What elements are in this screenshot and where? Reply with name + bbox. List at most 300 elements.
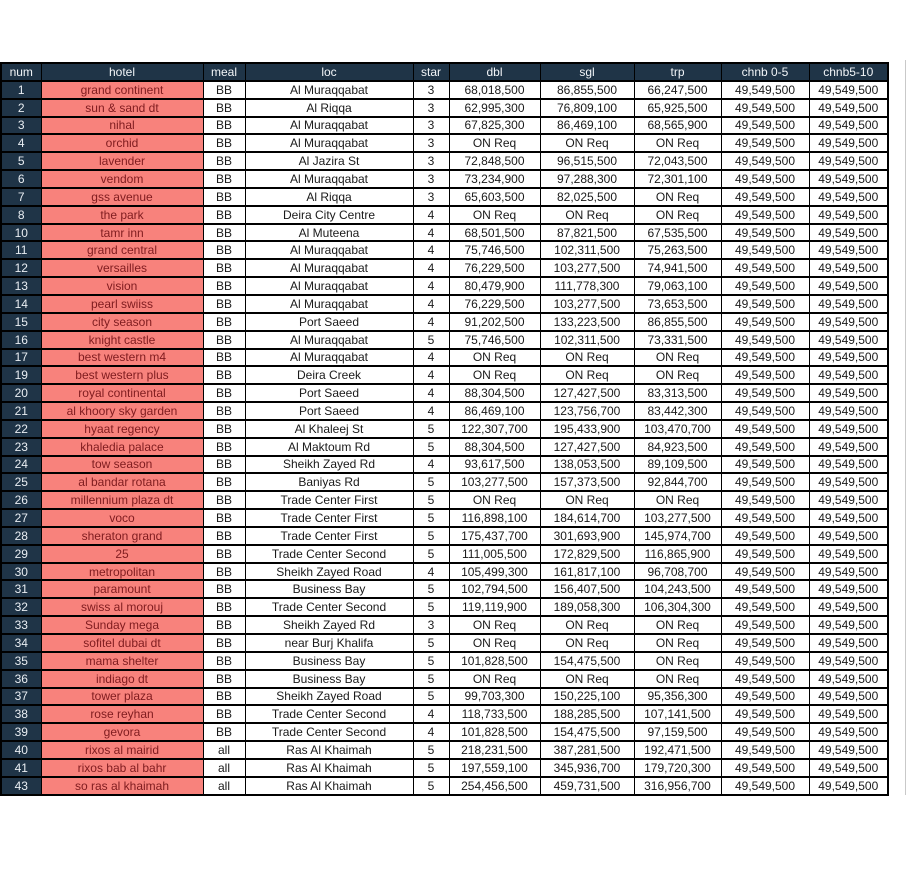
cell-star[interactable]: 5 <box>413 580 449 598</box>
cell-sgl[interactable]: ON Req <box>540 616 634 634</box>
cell-hotel[interactable]: 25 <box>41 545 203 563</box>
cell-chnb510[interactable]: 49,549,500 <box>809 688 888 706</box>
cell-dbl[interactable]: 103,277,500 <box>449 473 540 491</box>
cell-chnb05[interactable]: 49,549,500 <box>721 99 809 117</box>
cell-loc[interactable]: Al Muteena <box>245 224 413 242</box>
cell-num[interactable]: 31 <box>1 580 41 598</box>
cell-sgl[interactable]: 76,809,100 <box>540 99 634 117</box>
cell-chnb05[interactable]: 49,549,500 <box>721 652 809 670</box>
cell-trp[interactable]: 73,653,500 <box>634 295 721 313</box>
cell-star[interactable]: 3 <box>413 117 449 135</box>
cell-chnb05[interactable]: 49,549,500 <box>721 134 809 152</box>
cell-chnb510[interactable]: 49,549,500 <box>809 224 888 242</box>
cell-hotel[interactable]: millennium plaza dt <box>41 491 203 509</box>
cell-trp[interactable]: 68,565,900 <box>634 117 721 135</box>
cell-loc[interactable]: Business Bay <box>245 580 413 598</box>
cell-loc[interactable]: Al Muraqqabat <box>245 241 413 259</box>
cell-sgl[interactable]: 156,407,500 <box>540 580 634 598</box>
cell-loc[interactable]: Al Muraqqabat <box>245 277 413 295</box>
cell-num[interactable]: 7 <box>1 188 41 206</box>
cell-trp[interactable]: ON Req <box>634 616 721 634</box>
cell-chnb510[interactable]: 49,549,500 <box>809 241 888 259</box>
cell-trp[interactable]: 97,159,500 <box>634 723 721 741</box>
cell-chnb05[interactable]: 49,549,500 <box>721 705 809 723</box>
cell-chnb510[interactable]: 49,549,500 <box>809 473 888 491</box>
cell-chnb510[interactable]: 49,549,500 <box>809 741 888 759</box>
cell-trp[interactable]: ON Req <box>634 652 721 670</box>
cell-hotel[interactable]: al khoory sky garden <box>41 402 203 420</box>
cell-chnb510[interactable]: 49,549,500 <box>809 99 888 117</box>
cell-chnb05[interactable]: 49,549,500 <box>721 224 809 242</box>
cell-hotel[interactable]: grand central <box>41 241 203 259</box>
cell-hotel[interactable]: voco <box>41 509 203 527</box>
cell-sgl[interactable]: 96,515,500 <box>540 152 634 170</box>
cell-num[interactable]: 14 <box>1 295 41 313</box>
cell-loc[interactable]: Trade Center Second <box>245 723 413 741</box>
cell-chnb510[interactable]: 49,549,500 <box>809 81 888 99</box>
cell-trp[interactable]: ON Req <box>634 634 721 652</box>
cell-dbl[interactable]: ON Req <box>449 616 540 634</box>
cell-star[interactable]: 5 <box>413 527 449 545</box>
cell-star[interactable]: 4 <box>413 224 449 242</box>
cell-hotel[interactable]: best western plus <box>41 366 203 384</box>
cell-dbl[interactable]: 75,746,500 <box>449 331 540 349</box>
cell-sgl[interactable]: ON Req <box>540 670 634 688</box>
cell-num[interactable]: 38 <box>1 705 41 723</box>
cell-star[interactable]: 5 <box>413 509 449 527</box>
cell-trp[interactable]: ON Req <box>634 188 721 206</box>
cell-sgl[interactable]: 87,821,500 <box>540 224 634 242</box>
cell-dbl[interactable]: ON Req <box>449 670 540 688</box>
cell-loc[interactable]: Sheikh Zayed Road <box>245 563 413 581</box>
cell-dbl[interactable]: 72,848,500 <box>449 152 540 170</box>
cell-chnb05[interactable]: 49,549,500 <box>721 152 809 170</box>
cell-chnb05[interactable]: 49,549,500 <box>721 259 809 277</box>
cell-chnb05[interactable]: 49,549,500 <box>721 81 809 99</box>
cell-meal[interactable]: BB <box>203 402 245 420</box>
cell-trp[interactable]: 72,043,500 <box>634 152 721 170</box>
cell-chnb510[interactable]: 49,549,500 <box>809 563 888 581</box>
cell-chnb510[interactable]: 49,549,500 <box>809 705 888 723</box>
cell-num[interactable]: 23 <box>1 438 41 456</box>
cell-hotel[interactable]: tow season <box>41 456 203 474</box>
cell-chnb05[interactable]: 49,549,500 <box>721 634 809 652</box>
cell-meal[interactable]: BB <box>203 206 245 224</box>
cell-hotel[interactable]: orchid <box>41 134 203 152</box>
cell-num[interactable]: 37 <box>1 688 41 706</box>
cell-chnb510[interactable]: 49,549,500 <box>809 188 888 206</box>
cell-chnb05[interactable]: 49,549,500 <box>721 170 809 188</box>
cell-loc[interactable]: near Burj Khalifa <box>245 634 413 652</box>
cell-num[interactable]: 12 <box>1 259 41 277</box>
cell-star[interactable]: 5 <box>413 491 449 509</box>
cell-chnb510[interactable]: 49,549,500 <box>809 366 888 384</box>
cell-sgl[interactable]: 82,025,500 <box>540 188 634 206</box>
cell-hotel[interactable]: metropolitan <box>41 563 203 581</box>
cell-chnb05[interactable]: 49,549,500 <box>721 670 809 688</box>
cell-sgl[interactable]: 301,693,900 <box>540 527 634 545</box>
cell-chnb510[interactable]: 49,549,500 <box>809 349 888 367</box>
cell-chnb510[interactable]: 49,549,500 <box>809 723 888 741</box>
cell-trp[interactable]: 75,263,500 <box>634 241 721 259</box>
cell-sgl[interactable]: 150,225,100 <box>540 688 634 706</box>
cell-num[interactable]: 27 <box>1 509 41 527</box>
cell-chnb05[interactable]: 49,549,500 <box>721 688 809 706</box>
cell-star[interactable]: 4 <box>413 705 449 723</box>
cell-chnb05[interactable]: 49,549,500 <box>721 277 809 295</box>
cell-hotel[interactable]: best western m4 <box>41 349 203 367</box>
cell-trp[interactable]: 66,247,500 <box>634 81 721 99</box>
cell-chnb510[interactable]: 49,549,500 <box>809 259 888 277</box>
cell-sgl[interactable]: 195,433,900 <box>540 420 634 438</box>
cell-meal[interactable]: BB <box>203 509 245 527</box>
cell-chnb05[interactable]: 49,549,500 <box>721 366 809 384</box>
cell-chnb05[interactable]: 49,549,500 <box>721 723 809 741</box>
cell-star[interactable]: 4 <box>413 259 449 277</box>
cell-meal[interactable]: BB <box>203 598 245 616</box>
cell-trp[interactable]: ON Req <box>634 206 721 224</box>
cell-loc[interactable]: Ras Al Khaimah <box>245 759 413 777</box>
cell-chnb510[interactable]: 49,549,500 <box>809 420 888 438</box>
cell-sgl[interactable]: 102,311,500 <box>540 331 634 349</box>
cell-chnb05[interactable]: 49,549,500 <box>721 598 809 616</box>
cell-dbl[interactable]: 88,304,500 <box>449 384 540 402</box>
cell-meal[interactable]: BB <box>203 224 245 242</box>
cell-num[interactable]: 13 <box>1 277 41 295</box>
cell-trp[interactable]: 83,313,500 <box>634 384 721 402</box>
cell-meal[interactable]: BB <box>203 705 245 723</box>
cell-loc[interactable]: Al Muraqqabat <box>245 349 413 367</box>
cell-sgl[interactable]: 102,311,500 <box>540 241 634 259</box>
column-header-trp[interactable]: trp <box>634 63 721 81</box>
cell-dbl[interactable]: 86,469,100 <box>449 402 540 420</box>
cell-meal[interactable]: all <box>203 741 245 759</box>
cell-meal[interactable]: BB <box>203 117 245 135</box>
cell-chnb05[interactable]: 49,549,500 <box>721 188 809 206</box>
cell-loc[interactable]: Trade Center Second <box>245 598 413 616</box>
cell-chnb510[interactable]: 49,549,500 <box>809 509 888 527</box>
cell-chnb510[interactable]: 49,549,500 <box>809 527 888 545</box>
cell-hotel[interactable]: al bandar rotana <box>41 473 203 491</box>
cell-trp[interactable]: 96,708,700 <box>634 563 721 581</box>
cell-dbl[interactable]: 76,229,500 <box>449 259 540 277</box>
cell-dbl[interactable]: 75,746,500 <box>449 241 540 259</box>
cell-star[interactable]: 5 <box>413 331 449 349</box>
cell-num[interactable]: 4 <box>1 134 41 152</box>
cell-meal[interactable]: BB <box>203 81 245 99</box>
cell-star[interactable]: 3 <box>413 170 449 188</box>
cell-num[interactable]: 33 <box>1 616 41 634</box>
cell-num[interactable]: 43 <box>1 777 41 795</box>
cell-loc[interactable]: Port Saeed <box>245 384 413 402</box>
cell-trp[interactable]: ON Req <box>634 349 721 367</box>
cell-meal[interactable]: BB <box>203 331 245 349</box>
cell-loc[interactable]: Al Muraqqabat <box>245 134 413 152</box>
cell-trp[interactable]: 116,865,900 <box>634 545 721 563</box>
cell-num[interactable]: 34 <box>1 634 41 652</box>
cell-trp[interactable]: 86,855,500 <box>634 313 721 331</box>
cell-sgl[interactable]: 127,427,500 <box>540 384 634 402</box>
cell-chnb05[interactable]: 49,549,500 <box>721 420 809 438</box>
cell-dbl[interactable]: 99,703,300 <box>449 688 540 706</box>
cell-dbl[interactable]: 102,794,500 <box>449 580 540 598</box>
cell-meal[interactable]: BB <box>203 188 245 206</box>
cell-num[interactable]: 32 <box>1 598 41 616</box>
cell-chnb510[interactable]: 49,549,500 <box>809 456 888 474</box>
cell-meal[interactable]: BB <box>203 634 245 652</box>
cell-trp[interactable]: 145,974,700 <box>634 527 721 545</box>
cell-meal[interactable]: BB <box>203 313 245 331</box>
cell-dbl[interactable]: ON Req <box>449 491 540 509</box>
cell-chnb510[interactable]: 49,549,500 <box>809 491 888 509</box>
cell-sgl[interactable]: 103,277,500 <box>540 295 634 313</box>
cell-hotel[interactable]: vendom <box>41 170 203 188</box>
cell-hotel[interactable]: so ras al khaimah <box>41 777 203 795</box>
cell-hotel[interactable]: sheraton grand <box>41 527 203 545</box>
cell-meal[interactable]: BB <box>203 420 245 438</box>
cell-meal[interactable]: BB <box>203 670 245 688</box>
cell-chnb05[interactable]: 49,549,500 <box>721 117 809 135</box>
cell-trp[interactable]: 92,844,700 <box>634 473 721 491</box>
cell-dbl[interactable]: 80,479,900 <box>449 277 540 295</box>
cell-trp[interactable]: 104,243,500 <box>634 580 721 598</box>
cell-dbl[interactable]: 62,995,300 <box>449 99 540 117</box>
cell-chnb510[interactable]: 49,549,500 <box>809 777 888 795</box>
cell-chnb510[interactable]: 49,549,500 <box>809 652 888 670</box>
cell-chnb05[interactable]: 49,549,500 <box>721 563 809 581</box>
cell-chnb510[interactable]: 49,549,500 <box>809 545 888 563</box>
cell-num[interactable]: 2 <box>1 99 41 117</box>
cell-trp[interactable]: 192,471,500 <box>634 741 721 759</box>
cell-loc[interactable]: Al Muraqqabat <box>245 259 413 277</box>
cell-trp[interactable]: ON Req <box>634 134 721 152</box>
cell-loc[interactable]: Port Saeed <box>245 402 413 420</box>
cell-chnb510[interactable]: 49,549,500 <box>809 598 888 616</box>
cell-trp[interactable]: 179,720,300 <box>634 759 721 777</box>
cell-dbl[interactable]: 101,828,500 <box>449 723 540 741</box>
cell-trp[interactable]: 73,331,500 <box>634 331 721 349</box>
cell-star[interactable]: 5 <box>413 652 449 670</box>
cell-loc[interactable]: Deira Creek <box>245 366 413 384</box>
cell-hotel[interactable]: versailles <box>41 259 203 277</box>
cell-star[interactable]: 5 <box>413 670 449 688</box>
cell-trp[interactable]: 103,470,700 <box>634 420 721 438</box>
cell-star[interactable]: 4 <box>413 402 449 420</box>
cell-chnb510[interactable]: 49,549,500 <box>809 759 888 777</box>
cell-trp[interactable]: 316,956,700 <box>634 777 721 795</box>
cell-meal[interactable]: BB <box>203 688 245 706</box>
cell-chnb05[interactable]: 49,549,500 <box>721 491 809 509</box>
cell-star[interactable]: 5 <box>413 473 449 491</box>
cell-meal[interactable]: BB <box>203 652 245 670</box>
cell-meal[interactable]: BB <box>203 295 245 313</box>
cell-num[interactable]: 30 <box>1 563 41 581</box>
column-header-dbl[interactable]: dbl <box>449 63 540 81</box>
cell-sgl[interactable]: 138,053,500 <box>540 456 634 474</box>
cell-chnb510[interactable]: 49,549,500 <box>809 616 888 634</box>
cell-meal[interactable]: BB <box>203 384 245 402</box>
cell-num[interactable]: 40 <box>1 741 41 759</box>
cell-meal[interactable]: BB <box>203 134 245 152</box>
cell-meal[interactable]: BB <box>203 99 245 117</box>
cell-dbl[interactable]: 68,018,500 <box>449 81 540 99</box>
cell-dbl[interactable]: 218,231,500 <box>449 741 540 759</box>
cell-trp[interactable]: 83,442,300 <box>634 402 721 420</box>
cell-sgl[interactable]: ON Req <box>540 349 634 367</box>
cell-chnb510[interactable]: 49,549,500 <box>809 295 888 313</box>
cell-hotel[interactable]: knight castle <box>41 331 203 349</box>
cell-meal[interactable]: BB <box>203 473 245 491</box>
cell-hotel[interactable]: gevora <box>41 723 203 741</box>
cell-loc[interactable]: Business Bay <box>245 670 413 688</box>
cell-hotel[interactable]: sofitel dubai dt <box>41 634 203 652</box>
cell-dbl[interactable]: ON Req <box>449 366 540 384</box>
cell-num[interactable]: 10 <box>1 224 41 242</box>
cell-star[interactable]: 4 <box>413 277 449 295</box>
cell-chnb05[interactable]: 49,549,500 <box>721 545 809 563</box>
cell-chnb510[interactable]: 49,549,500 <box>809 331 888 349</box>
cell-num[interactable]: 35 <box>1 652 41 670</box>
cell-trp[interactable]: 74,941,500 <box>634 259 721 277</box>
cell-star[interactable]: 3 <box>413 152 449 170</box>
cell-sgl[interactable]: 86,855,500 <box>540 81 634 99</box>
cell-hotel[interactable]: the park <box>41 206 203 224</box>
cell-star[interactable]: 4 <box>413 456 449 474</box>
cell-sgl[interactable]: 154,475,500 <box>540 652 634 670</box>
cell-sgl[interactable]: 97,288,300 <box>540 170 634 188</box>
cell-sgl[interactable]: 345,936,700 <box>540 759 634 777</box>
cell-star[interactable]: 4 <box>413 313 449 331</box>
cell-chnb05[interactable]: 49,549,500 <box>721 384 809 402</box>
cell-star[interactable]: 5 <box>413 545 449 563</box>
cell-num[interactable]: 3 <box>1 117 41 135</box>
cell-hotel[interactable]: pearl swiiss <box>41 295 203 313</box>
cell-loc[interactable]: Sheikh Zayed Road <box>245 688 413 706</box>
cell-meal[interactable]: BB <box>203 170 245 188</box>
cell-chnb05[interactable]: 49,549,500 <box>721 580 809 598</box>
cell-sgl[interactable]: ON Req <box>540 366 634 384</box>
cell-loc[interactable]: Al Jazira St <box>245 152 413 170</box>
cell-star[interactable]: 3 <box>413 99 449 117</box>
cell-star[interactable]: 5 <box>413 420 449 438</box>
cell-loc[interactable]: Al Riqqa <box>245 99 413 117</box>
cell-num[interactable]: 1 <box>1 81 41 99</box>
cell-num[interactable]: 15 <box>1 313 41 331</box>
cell-chnb510[interactable]: 49,549,500 <box>809 170 888 188</box>
cell-chnb05[interactable]: 49,549,500 <box>721 295 809 313</box>
cell-trp[interactable]: ON Req <box>634 491 721 509</box>
cell-sgl[interactable]: ON Req <box>540 491 634 509</box>
cell-sgl[interactable]: 172,829,500 <box>540 545 634 563</box>
cell-dbl[interactable]: 175,437,700 <box>449 527 540 545</box>
cell-loc[interactable]: Al Muraqqabat <box>245 117 413 135</box>
cell-chnb510[interactable]: 49,549,500 <box>809 402 888 420</box>
cell-star[interactable]: 5 <box>413 634 449 652</box>
cell-meal[interactable]: BB <box>203 366 245 384</box>
cell-chnb05[interactable]: 49,549,500 <box>721 759 809 777</box>
cell-sgl[interactable]: 103,277,500 <box>540 259 634 277</box>
cell-loc[interactable]: Al Muraqqabat <box>245 331 413 349</box>
cell-hotel[interactable]: rixos al mairid <box>41 741 203 759</box>
cell-hotel[interactable]: Sunday mega <box>41 616 203 634</box>
cell-meal[interactable]: BB <box>203 438 245 456</box>
cell-hotel[interactable]: tower plaza <box>41 688 203 706</box>
column-header-loc[interactable]: loc <box>245 63 413 81</box>
cell-loc[interactable]: Trade Center First <box>245 491 413 509</box>
cell-star[interactable]: 5 <box>413 598 449 616</box>
cell-dbl[interactable]: 67,825,300 <box>449 117 540 135</box>
cell-trp[interactable]: 79,063,100 <box>634 277 721 295</box>
cell-trp[interactable]: 65,925,500 <box>634 99 721 117</box>
cell-sgl[interactable]: 154,475,500 <box>540 723 634 741</box>
cell-star[interactable]: 3 <box>413 81 449 99</box>
cell-trp[interactable]: 107,141,500 <box>634 705 721 723</box>
cell-dbl[interactable]: 111,005,500 <box>449 545 540 563</box>
cell-num[interactable]: 22 <box>1 420 41 438</box>
cell-chnb510[interactable]: 49,549,500 <box>809 670 888 688</box>
cell-num[interactable]: 11 <box>1 241 41 259</box>
cell-loc[interactable]: Al Muraqqabat <box>245 295 413 313</box>
cell-num[interactable]: 6 <box>1 170 41 188</box>
cell-trp[interactable]: 67,535,500 <box>634 224 721 242</box>
cell-dbl[interactable]: 197,559,100 <box>449 759 540 777</box>
cell-chnb05[interactable]: 49,549,500 <box>721 313 809 331</box>
cell-star[interactable]: 3 <box>413 188 449 206</box>
cell-loc[interactable]: Trade Center First <box>245 509 413 527</box>
cell-chnb510[interactable]: 49,549,500 <box>809 206 888 224</box>
cell-chnb510[interactable]: 49,549,500 <box>809 117 888 135</box>
cell-meal[interactable]: BB <box>203 616 245 634</box>
cell-star[interactable]: 4 <box>413 241 449 259</box>
cell-sgl[interactable]: 459,731,500 <box>540 777 634 795</box>
cell-meal[interactable]: BB <box>203 152 245 170</box>
cell-star[interactable]: 4 <box>413 723 449 741</box>
cell-star[interactable]: 4 <box>413 384 449 402</box>
cell-star[interactable]: 4 <box>413 206 449 224</box>
cell-chnb05[interactable]: 49,549,500 <box>721 777 809 795</box>
cell-star[interactable]: 5 <box>413 741 449 759</box>
cell-trp[interactable]: ON Req <box>634 670 721 688</box>
cell-hotel[interactable]: paramount <box>41 580 203 598</box>
cell-loc[interactable]: Business Bay <box>245 652 413 670</box>
cell-chnb510[interactable]: 49,549,500 <box>809 384 888 402</box>
cell-dbl[interactable]: 68,501,500 <box>449 224 540 242</box>
cell-num[interactable]: 25 <box>1 473 41 491</box>
cell-meal[interactable]: BB <box>203 723 245 741</box>
cell-loc[interactable]: Ras Al Khaimah <box>245 777 413 795</box>
cell-hotel[interactable]: tamr inn <box>41 224 203 242</box>
cell-sgl[interactable]: ON Req <box>540 206 634 224</box>
cell-chnb05[interactable]: 49,549,500 <box>721 402 809 420</box>
cell-meal[interactable]: all <box>203 777 245 795</box>
cell-dbl[interactable]: 254,456,500 <box>449 777 540 795</box>
cell-num[interactable]: 36 <box>1 670 41 688</box>
cell-hotel[interactable]: sun & sand dt <box>41 99 203 117</box>
column-header-chnb05[interactable]: chnb 0-5 <box>721 63 809 81</box>
cell-sgl[interactable]: 133,223,500 <box>540 313 634 331</box>
cell-trp[interactable]: 106,304,300 <box>634 598 721 616</box>
cell-dbl[interactable]: 101,828,500 <box>449 652 540 670</box>
cell-hotel[interactable]: lavender <box>41 152 203 170</box>
column-header-chnb510[interactable]: chnb5-10 <box>809 63 888 81</box>
column-header-hotel[interactable]: hotel <box>41 63 203 81</box>
cell-sgl[interactable]: 157,373,500 <box>540 473 634 491</box>
cell-dbl[interactable]: 116,898,100 <box>449 509 540 527</box>
cell-dbl[interactable]: ON Req <box>449 634 540 652</box>
cell-num[interactable]: 39 <box>1 723 41 741</box>
cell-chnb05[interactable]: 49,549,500 <box>721 206 809 224</box>
cell-chnb05[interactable]: 49,549,500 <box>721 473 809 491</box>
